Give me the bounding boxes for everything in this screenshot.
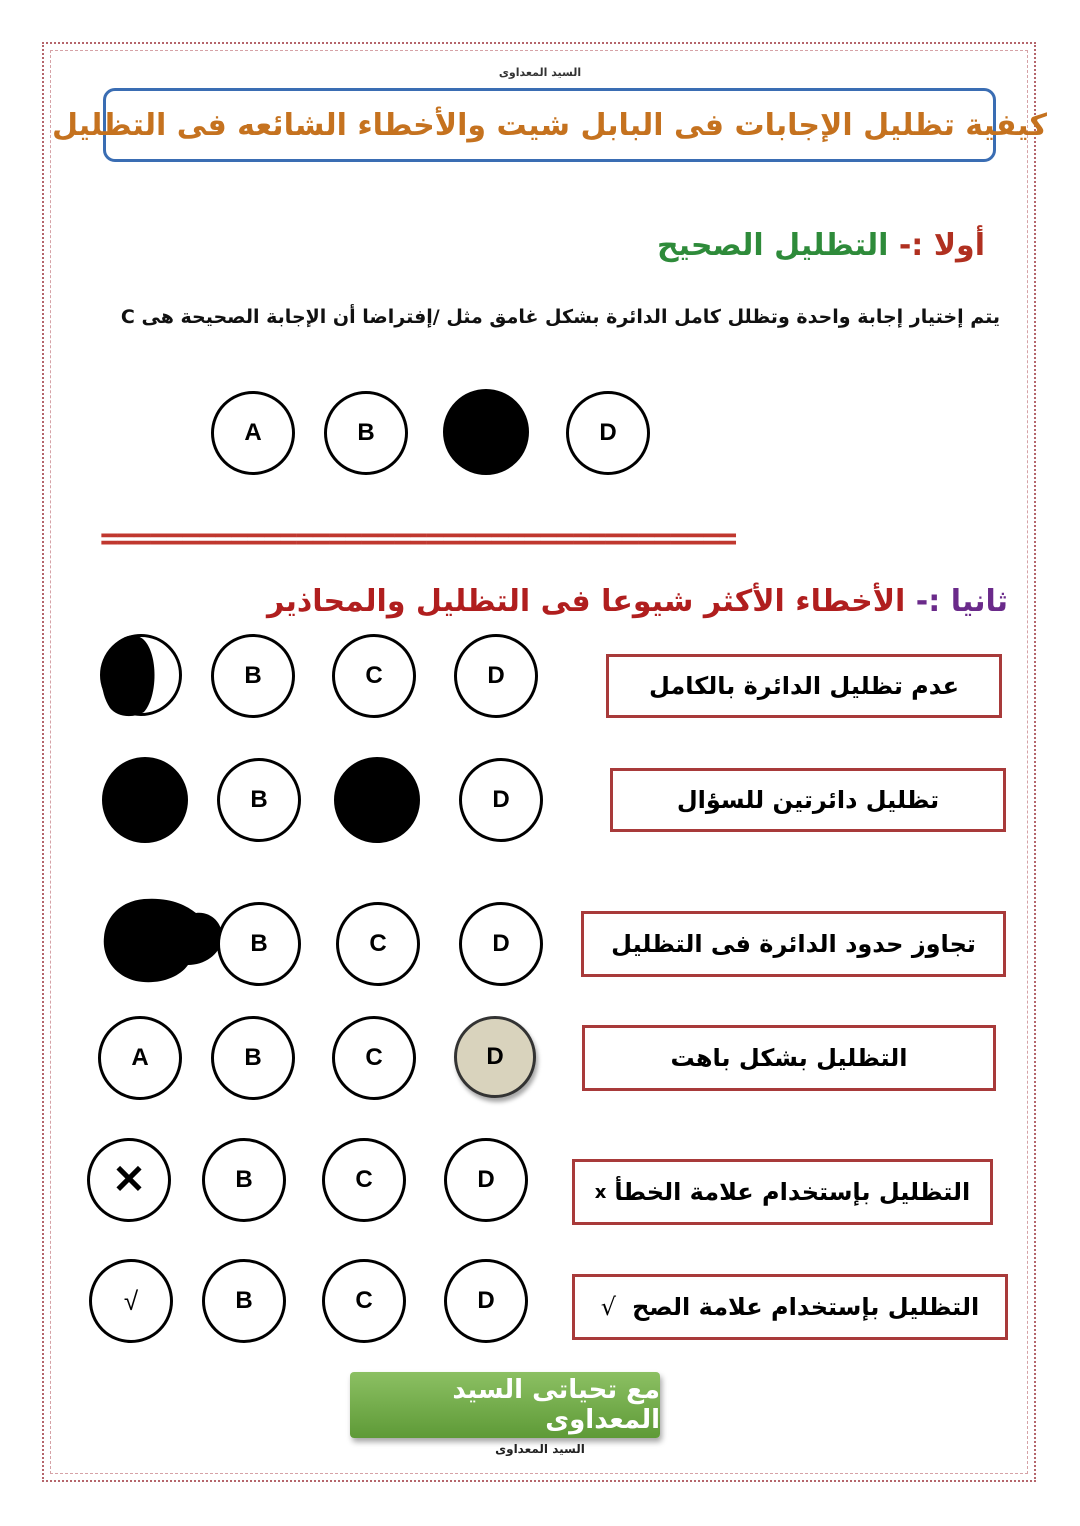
- error5-mark: x: [594, 1181, 607, 1203]
- error6-label: التظليل بإستخدام علامة الصح: [632, 1293, 980, 1321]
- page-title: كيفية تظليل الإجابات فى البابل شيت والأخطاء الشائعه فى التظليل: [52, 107, 1047, 143]
- error2-label: تظليل دائرتين للسؤال: [676, 786, 940, 814]
- error3-label-box: [581, 911, 1006, 977]
- error4-label: التظليل بشكل باهت: [670, 1044, 908, 1072]
- error1-bubble-b: B: [211, 634, 295, 718]
- error4-bubble-a: A: [98, 1016, 182, 1100]
- error5-bubble-a-x: ✕: [87, 1138, 171, 1222]
- section1-heading: [657, 228, 985, 263]
- error6-bubble-b: B: [202, 1259, 286, 1343]
- error5-bubble-d: D: [444, 1138, 528, 1222]
- bubble-correct-d: D: [566, 391, 650, 475]
- footer-greeting-text: مع تحياتى السيد المعداوى: [452, 1375, 660, 1435]
- author-top: السيد المعداوى: [498, 66, 582, 79]
- error1-bubble-c: C: [332, 634, 416, 718]
- error5-bubble-c: C: [322, 1138, 406, 1222]
- error3-label: تجاوز حدود الدائرة فى التظليل: [611, 930, 976, 958]
- section1-number: أولا :-: [898, 228, 985, 263]
- error4-label-box: [582, 1025, 996, 1091]
- bubble-partial-a: [100, 634, 182, 716]
- error5-label: التظليل بإستخدام علامة الخطأ: [614, 1178, 971, 1206]
- error3-bubble-b: B: [217, 902, 301, 986]
- section1-instruction: يتم إختيار إجابة واحدة وتظلل كامل الدائرة بشكل غامق مثل /إفتراضا أن الإجابة الصحيحة هى C: [120, 306, 1000, 328]
- error3-bubble-d: D: [459, 902, 543, 986]
- bubble-correct-a: A: [211, 391, 295, 475]
- partial-fill-shape: [100, 634, 182, 716]
- error1-bubble-d: D: [454, 634, 538, 718]
- error6-bubble-c: C: [322, 1259, 406, 1343]
- error5-label-box: [572, 1159, 993, 1225]
- error2-bubble-d: D: [459, 758, 543, 842]
- section2-number: ثانيا :-: [915, 584, 1008, 619]
- error6-bubble-a-check: √: [89, 1259, 173, 1343]
- error3-bubble-c: C: [336, 902, 420, 986]
- overflow-fill-shape: [100, 895, 230, 985]
- section2-title: الأخطاء الأكثر شيوعا فى التظليل والمحاذير: [266, 584, 906, 619]
- bubble-correct-c-filled: [443, 389, 529, 475]
- bubble-correct-b: B: [324, 391, 408, 475]
- error4-bubble-d-faint: D: [454, 1016, 536, 1098]
- error2-bubble-b: B: [217, 758, 301, 842]
- section-separator: =======================================: [100, 519, 735, 557]
- error2-bubble-c-filled: [334, 757, 420, 843]
- error1-label-box: [606, 654, 1002, 718]
- section1-title: التظليل الصحيح: [657, 228, 889, 263]
- error5-bubble-b: B: [202, 1138, 286, 1222]
- page-border-inner: [50, 50, 1028, 1474]
- error6-mark: √: [600, 1293, 617, 1321]
- error4-bubble-b: B: [211, 1016, 295, 1100]
- author-bottom: السيد المعداوى: [495, 1442, 585, 1456]
- error2-bubble-a-filled: [102, 757, 188, 843]
- error4-bubble-c: C: [332, 1016, 416, 1100]
- footer-greeting-banner: [350, 1372, 660, 1438]
- error6-label-box: [572, 1274, 1008, 1340]
- error2-label-box: [610, 768, 1006, 832]
- error6-bubble-d: D: [444, 1259, 528, 1343]
- title-box: [52, 88, 1047, 162]
- error1-label: عدم تظليل الدائرة بالكامل: [648, 672, 960, 700]
- section2-heading: [267, 584, 1008, 619]
